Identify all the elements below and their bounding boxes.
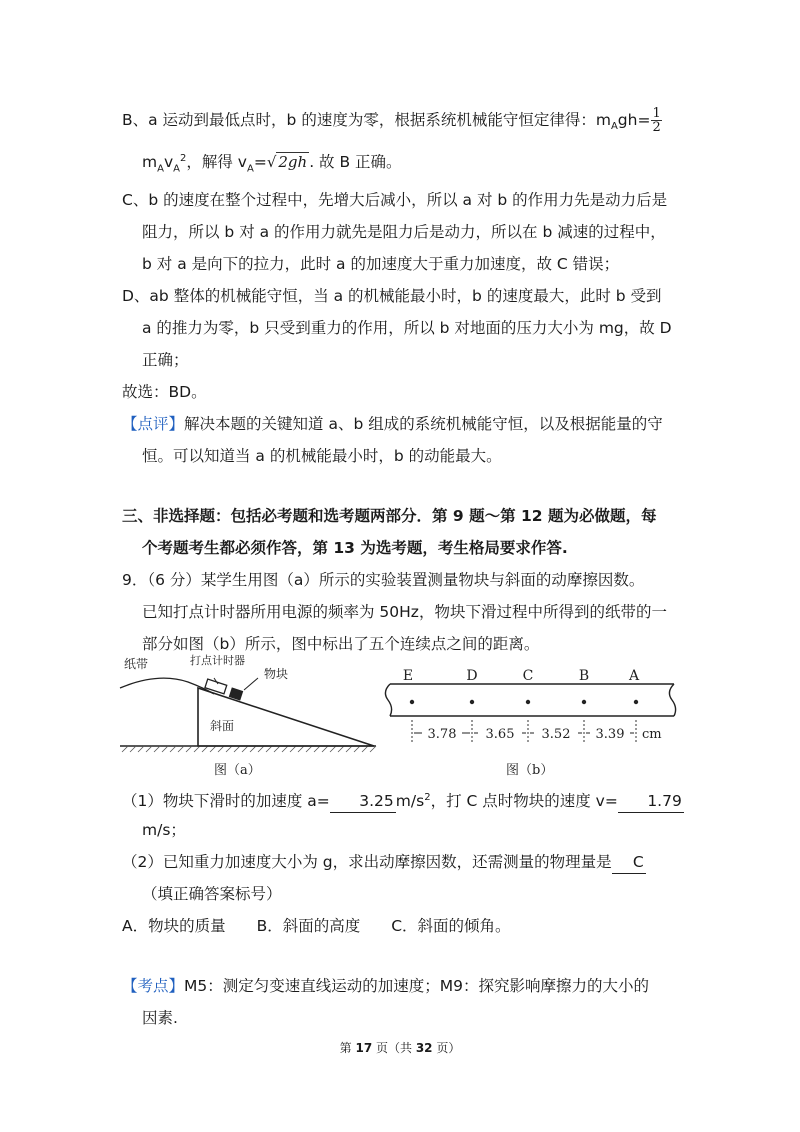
option-c-line2: 阻力，所以 b 对 a 的作用力就先是阻力后是动力，所以在 b 减速的过程中， <box>142 223 666 241</box>
point-label-c: C <box>522 668 534 684</box>
option-d-line2: a 的推力为零，b 只受到重力的作用，所以 b 对地面的压力大小为 mg，故 D <box>142 319 672 337</box>
comment-tag: 【点评】 <box>122 415 185 433</box>
point-dot-b <box>582 700 586 704</box>
point-dot-c <box>526 700 530 704</box>
option-c-line3: b 对 a 是向下的拉力，此时 a 的加速度大于重力加速度，故 C 错误； <box>142 255 620 273</box>
options-line: A．物块的质量 B．斜面的高度 C．斜面的倾角。 <box>122 917 511 935</box>
figure-a <box>118 652 380 782</box>
distance-unit: cm <box>642 727 662 742</box>
label-tape: 纸带 <box>124 657 149 671</box>
sqrt-expression: √ 2gh <box>266 153 308 172</box>
paper-tape <box>120 678 214 694</box>
point-label-b: B <box>578 668 590 684</box>
fraction-one-half: $\frac{1}{2}$ <box>652 106 661 135</box>
page-footer: 第 17 页（共 32 页） <box>339 1041 461 1055</box>
point-label-a: A <box>628 668 640 684</box>
question-9-line1: 9．（6 分）某学生用图（a）所示的实验装置测量物块与斜面的动摩擦因数。 <box>122 571 645 589</box>
distance-dc: 3.65 <box>485 727 515 742</box>
subquestion-1-line2: m/s； <box>142 821 186 839</box>
kaodian-line2: 因素. <box>142 1009 178 1027</box>
kaodian-tag: 【考点】 <box>122 977 185 995</box>
distance-ba: 3.39 <box>595 727 625 742</box>
point-dot-a <box>634 700 638 704</box>
incline-slope <box>198 688 374 746</box>
point-label-e: E <box>402 668 414 684</box>
answer-line: 故选：BD。 <box>122 383 207 401</box>
label-slope: 斜面 <box>210 719 235 733</box>
question-9-line3: 部分如图（b）所示，图中标出了五个连续点之间的距离。 <box>142 635 540 653</box>
option-d-line3: 正确； <box>142 351 189 369</box>
point-label-d: D <box>466 668 478 684</box>
option-c-line1: C、b 的速度在整个过程中，先增大后减小，所以 a 对 b 的作用力先是动力后是 <box>122 191 668 209</box>
page-number: 17 <box>355 1041 373 1055</box>
figure-b-caption: 图（b） <box>506 763 554 778</box>
section-heading-line2: 个考题考生都必须作答，第 13 为选考题，考生格局要求作答. <box>142 539 568 557</box>
block-pointer <box>244 678 258 690</box>
subquestion-1-line1: （1）物块下滑时的加速度 a= 3.25 $m/s^2$，打 C 点时物块的速度 v= 1.79 <box>122 787 684 813</box>
option-b-line2: $m_Av_A^2$，解得 $v_A=√$ 2gh . 故 B 正确。 <box>142 153 402 175</box>
subquestion-2-line1: （2）已知重力加速度大小为 g，求出动摩擦因数，还需测量的物理量是 C <box>122 851 646 874</box>
section-heading-line1: 三、非选择题：包括必考题和选考题两部分．第 9 题～第 12 题为必做题，每 <box>122 507 657 525</box>
label-timer: 打点计时器 <box>190 654 245 667</box>
tape-right-end <box>669 684 675 716</box>
option-b-line1: B、a 运动到最低点时，b 的速度为零，根据系统机械能守恒定律得：$m_Agh=$ $\frac{1}{2}$ <box>122 106 661 135</box>
point-dot-d <box>470 700 474 704</box>
answer-acceleration: 3.25 <box>330 790 396 813</box>
kaodian-line1: 【考点】M5：测定匀变速直线运动的加速度；M9：探究影响摩擦力的大小的 <box>122 977 649 995</box>
subquestion-2-line2: （填正确答案标号） <box>142 885 282 903</box>
distance-ed: 3.78 <box>427 727 457 742</box>
figure-a-caption: 图（a） <box>214 763 261 778</box>
comment-line2: 恒。可以知道当 a 的机械能最小时，b 的动能最大。 <box>142 447 502 465</box>
label-block: 物块 <box>264 667 289 681</box>
tape-left-end <box>385 684 391 716</box>
answer-velocity: 1.79 <box>618 790 684 813</box>
ground-hatching <box>122 746 376 752</box>
comment-line1: 【点评】解决本题的关键知道 a、b 组成的系统机械能守恒，以及根据能量的守 <box>122 415 663 433</box>
figure-b <box>382 660 682 782</box>
option-d-line1: D、ab 整体的机械能守恒，当 a 的机械能最小时，b 的速度最大，此时 b 受到 <box>122 287 662 305</box>
question-9-line2: 已知打点计时器所用电源的频率为 50Hz，物块下滑过程中所得到的纸带的一 <box>142 603 667 621</box>
answer-quantity: C <box>612 851 646 874</box>
page-total: 32 <box>415 1041 433 1055</box>
point-dot-e <box>410 700 414 704</box>
distance-cb: 3.52 <box>541 727 571 742</box>
